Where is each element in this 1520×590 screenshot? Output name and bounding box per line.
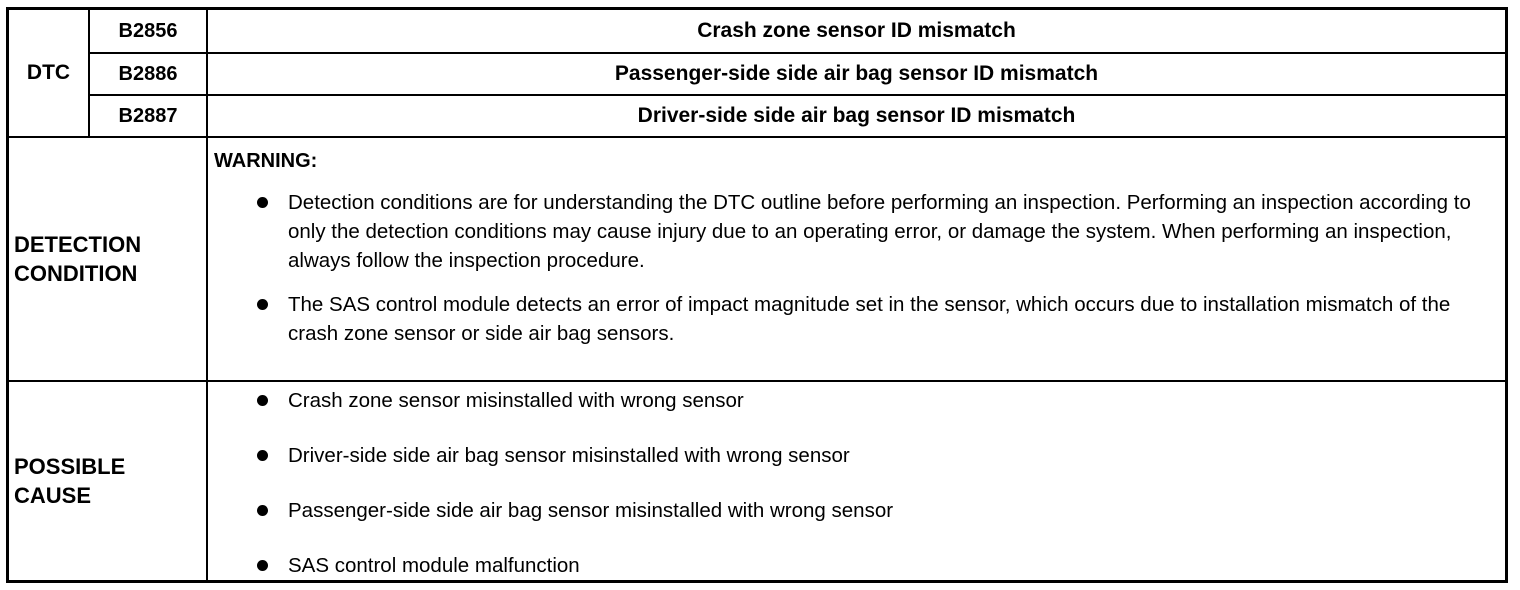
bullet-icon — [257, 299, 268, 310]
possible-cause-row — [9, 381, 1505, 580]
bullet-icon — [257, 505, 268, 516]
list-item — [208, 386, 1505, 415]
bullet-icon — [257, 450, 268, 461]
detection-condition-row — [9, 137, 1505, 381]
possible-cause-label-line2: CAUSE — [14, 483, 92, 508]
list-item-text: Driver-side side air bag sensor misinstalled with wrong sensor — [288, 444, 850, 467]
list-item — [208, 441, 1505, 470]
dtc-description: Crash zone sensor ID mismatch — [207, 10, 1505, 53]
possible-cause-list — [208, 386, 1505, 580]
dtc-table — [9, 10, 1505, 580]
dtc-row — [9, 10, 1505, 53]
dtc-code: B2886 — [89, 53, 207, 95]
list-item — [208, 551, 1505, 580]
dtc-description: Passenger-side side air bag sensor ID mismatch — [207, 53, 1505, 95]
detection-condition-label-line1: DETECTION — [14, 232, 142, 257]
dtc-description: Driver-side side air bag sensor ID mismatch — [207, 95, 1505, 137]
dtc-code: B2856 — [89, 10, 207, 53]
list-item-text: The SAS control module detects an error of impact magnitude set in the sensor, which occurs due to installation mismatch of the crash zone sensor or side air bag sensors. — [288, 293, 1451, 345]
detection-condition-list — [208, 188, 1505, 348]
possible-cause-label — [9, 381, 207, 580]
dtc-row — [9, 95, 1505, 137]
dtc-document-table-frame — [6, 7, 1508, 583]
possible-cause-content — [207, 381, 1505, 580]
list-item — [208, 290, 1505, 348]
list-item-text: Crash zone sensor misinstalled with wrong sensor — [288, 389, 744, 412]
detection-condition-content — [207, 137, 1505, 381]
list-item — [208, 188, 1505, 275]
bullet-icon — [257, 197, 268, 208]
dtc-label: DTC — [9, 10, 89, 137]
bullet-icon — [257, 560, 268, 571]
detection-condition-label — [9, 137, 207, 381]
list-item-text: SAS control module malfunction — [288, 554, 580, 577]
possible-cause-label-line1: POSSIBLE — [14, 454, 126, 479]
list-item-text: Passenger-side side air bag sensor misinstalled with wrong sensor — [288, 499, 894, 522]
detection-condition-label-line2: CONDITION — [14, 261, 138, 286]
list-item-text: Detection conditions are for understanding the DTC outline before performing an inspection. Performing an inspection according to only the detection conditions may cause injury due to an operating error, or damage the system. When performing an inspection, always follow the inspection procedure. — [288, 191, 1471, 272]
dtc-code: B2887 — [89, 95, 207, 137]
dtc-row — [9, 53, 1505, 95]
list-item — [208, 496, 1505, 525]
bullet-icon — [257, 395, 268, 406]
warning-title: WARNING: — [214, 150, 318, 172]
